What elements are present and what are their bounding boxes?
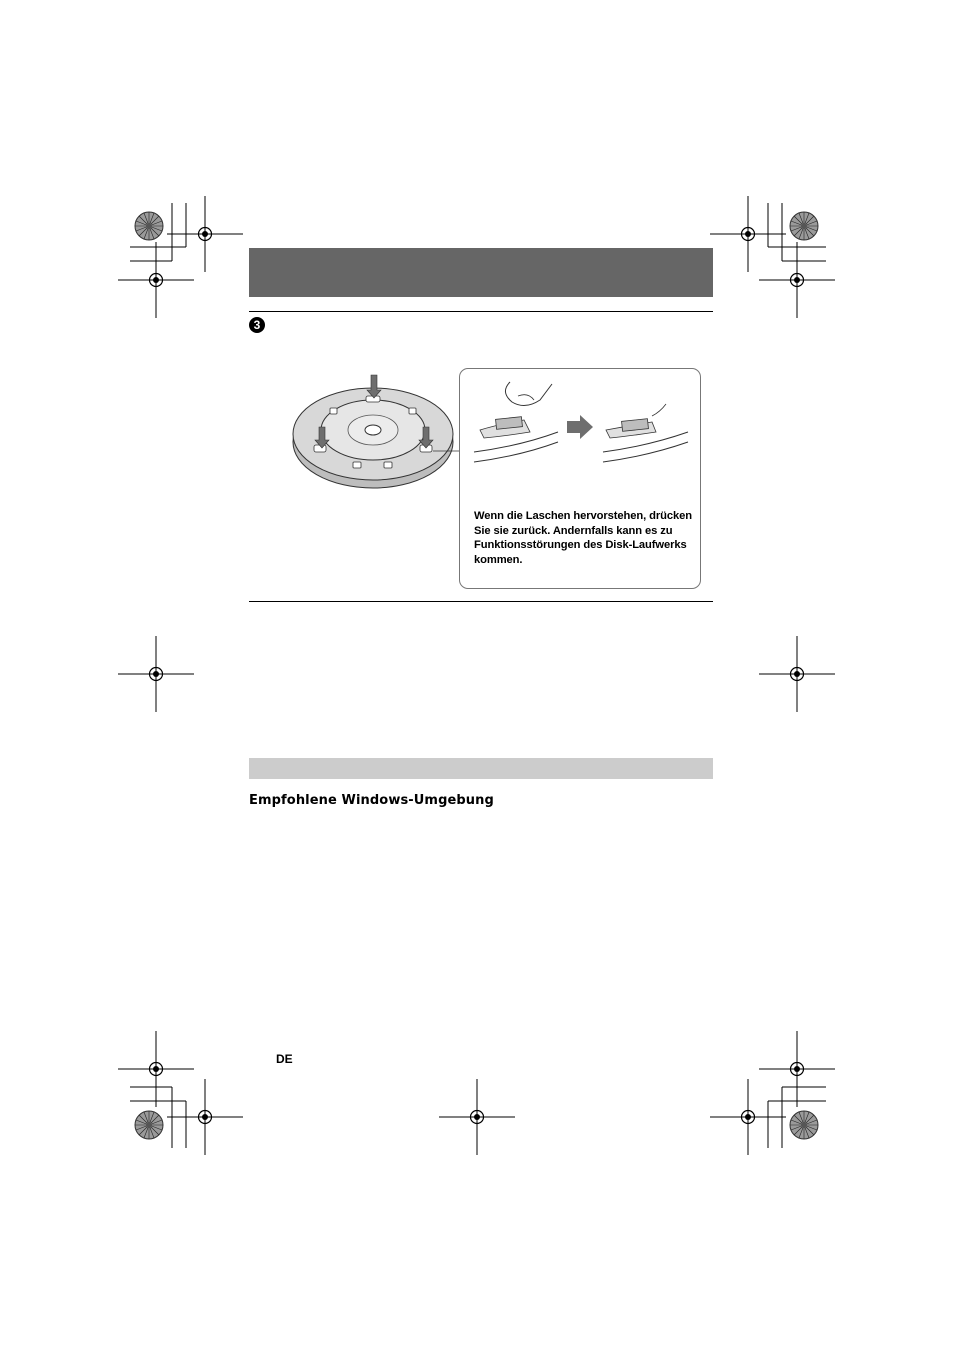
section-heading: Empfohlene Windows-Umgebung: [249, 793, 494, 808]
arrow-right-icon: [567, 415, 593, 439]
rule-bottom: [249, 601, 713, 602]
section-bar: [249, 758, 713, 779]
step-number-badge: 3: [249, 317, 265, 333]
callout-text: Wenn die Laschen hervorstehen, drücken Sie sie zurück. Andernfalls kann es zu Funktionsstörungen des Disk-Laufwerks kommen.: [474, 510, 692, 566]
page-language-code: DE: [276, 1052, 293, 1066]
